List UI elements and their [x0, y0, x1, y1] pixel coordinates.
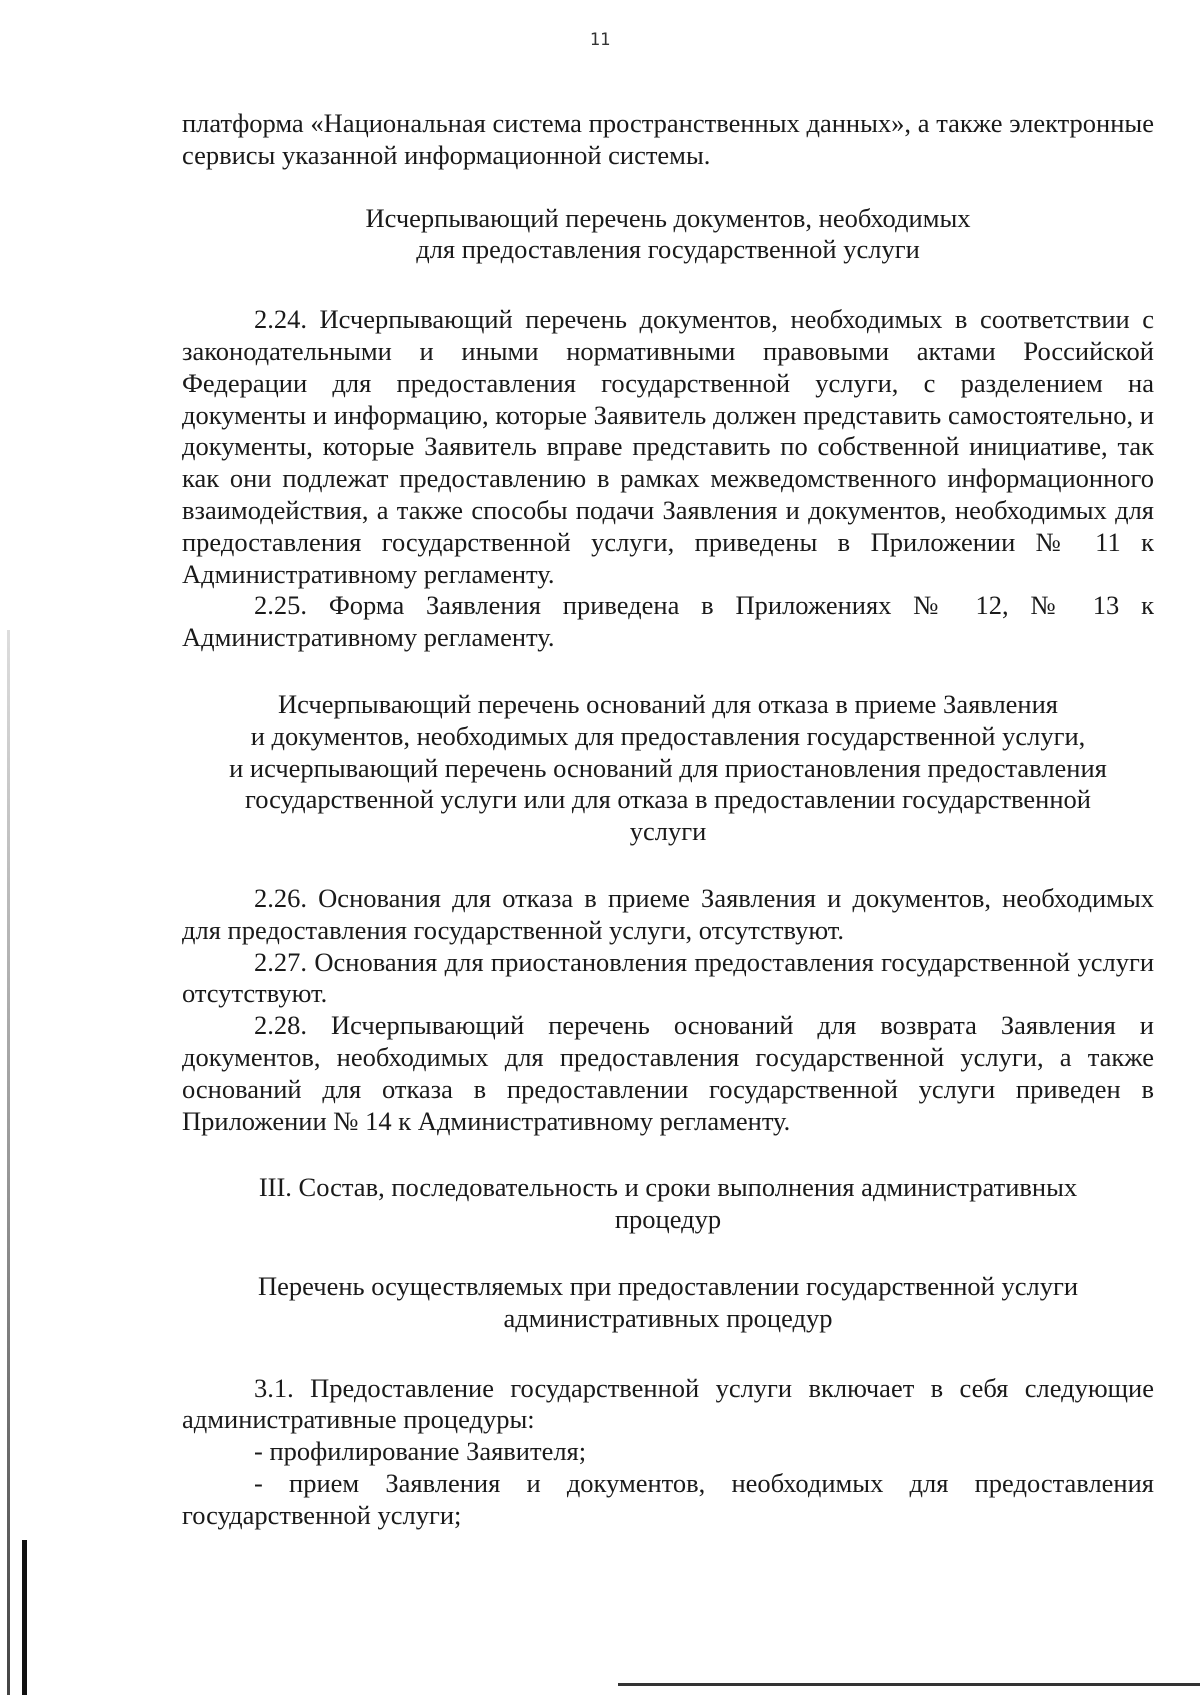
heading-line: III. Состав, последовательность и сроки выполнения административных: [258, 1172, 1078, 1203]
heading-line: процедур: [614, 1204, 722, 1235]
bottom-rule: [618, 1683, 1200, 1686]
spacer: [182, 266, 1154, 304]
paragraph-2-24: 2.24. Исчерпывающий перечень документов, необходимых в соответствии с законодательными и иными нормативными правовыми актами Российской Федерации для предоставления государственной услуги, с разделением на документы и информацию, которые Заявитель должен представить самостоятельно, и документы, которые Заявитель вправе представить по собственной инициативе, так как они подлежат предоставлению в рамках межведомственного информационного взаимодействия, а также способы подачи Заявления и документов, необходимых для предоставления государственной услуги, приведены в Приложении № 11 к Административному регламенту.: [182, 304, 1154, 589]
list-item-reception: - прием Заявления и документов, необходимых для предоставления государственной услуги;: [182, 1467, 1154, 1530]
heading-line: и исчерпывающий перечень оснований для приостановления предоставления: [229, 752, 1107, 783]
paragraph-3-1: 3.1. Предоставление государственной услуги включает в себя следующие административные процедуры:: [182, 1372, 1154, 1435]
heading-line: государственной услуги или для отказа в предоставлении государственной: [245, 784, 1091, 815]
intro-paragraph: платформа «Национальная система пространственных данных», а также электронные сервисы указанной информационной системы.: [182, 108, 1154, 170]
heading-line: Исчерпывающий перечень оснований для отказа в приеме Заявления: [278, 688, 1058, 719]
spacer: [182, 1335, 1154, 1373]
heading-line: для предоставления государственной услуги: [416, 234, 920, 265]
paragraph-2-25: 2.25. Форма Заявления приведена в Приложениях № 12, № 13 к Административному регламенту.: [182, 590, 1154, 653]
spacer: [182, 172, 1154, 203]
paragraph-2-26: 2.26. Основания для отказа в приеме Заявления и документов, необходимых для предоставления государственной услуги, отсутствуют.: [182, 882, 1154, 945]
heading-line: административных процедур: [503, 1302, 833, 1333]
section-heading-procedures: [182, 1271, 1154, 1335]
paragraph-2-28: 2.28. Исчерпывающий перечень оснований для возврата Заявления и документов, необходимых для предоставления государственной услуги, а также оснований для отказа в предоставлении государственной услуги приведен в Приложении № 14 к Административному регламенту.: [182, 1010, 1154, 1136]
spacer: [182, 1236, 1154, 1271]
spacer: [182, 848, 1154, 883]
section-heading-refusal: [182, 689, 1154, 848]
spacer: [182, 1137, 1154, 1172]
list-item-profiling: - профилирование Заявителя;: [254, 1436, 587, 1467]
scan-edge-shadow: [7, 630, 10, 1695]
document-body: [182, 108, 1154, 1531]
spacer: [182, 654, 1154, 689]
heading-line: Исчерпывающий перечень документов, необходимых: [365, 202, 971, 233]
section-heading-documents: [182, 203, 1154, 267]
heading-line: и документов, необходимых для предоставления государственной услуги,: [250, 720, 1086, 751]
paragraph-2-27: 2.27. Основания для приостановления предоставления государственной услуги отсутствуют.: [182, 946, 1154, 1009]
heading-line: Перечень осуществляемых при предоставлении государственной услуги: [257, 1270, 1078, 1301]
heading-line: услуги: [629, 816, 707, 847]
scan-edge-dark: [22, 1540, 27, 1695]
chapter-heading-3: [182, 1172, 1154, 1236]
page-number: 11: [589, 30, 611, 50]
